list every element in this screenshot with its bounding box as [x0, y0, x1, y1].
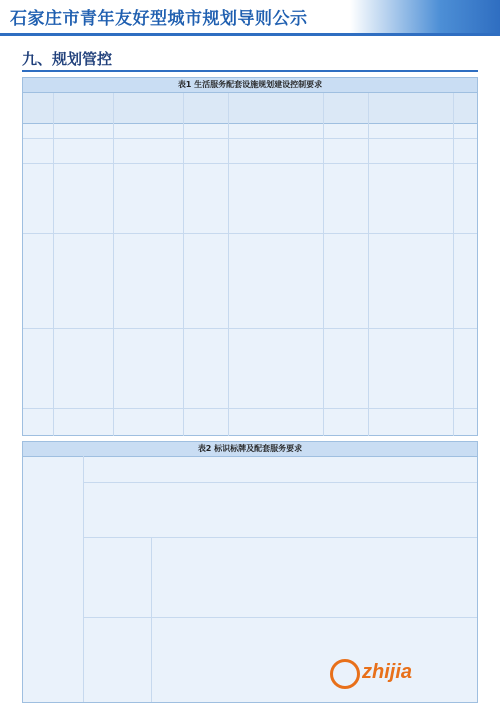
- table-1-divider: [323, 93, 324, 436]
- table-1-caption: 表1 生活服务配套设施规划建设控制要求: [23, 78, 477, 93]
- header-decoration: [350, 0, 500, 33]
- table-1-body: [23, 124, 477, 436]
- section-rule: [22, 70, 478, 72]
- table-1: [22, 77, 478, 436]
- watermark-circle-icon: [330, 659, 360, 689]
- table-2-row-line: [83, 482, 477, 483]
- table-1-divider: [183, 93, 184, 436]
- table-2-row-line: [83, 537, 477, 538]
- table-1-divider: [453, 93, 454, 436]
- table-2-divider: [83, 456, 84, 703]
- table-1-divider: [53, 93, 54, 436]
- table-1-row-line: [23, 233, 477, 234]
- table-1-row-line: [23, 138, 477, 139]
- table-1-row-line: [23, 328, 477, 329]
- header-rule: [0, 33, 500, 36]
- table-1-row-line: [23, 408, 477, 409]
- table-1-divider: [113, 93, 114, 436]
- section-title: 九、规划管控: [22, 50, 113, 68]
- table-1-divider: [228, 93, 229, 436]
- table-2-row-line: [83, 617, 477, 618]
- document-title: 石家庄市青年友好型城市规划导则公示: [10, 9, 308, 29]
- table-1-row-line: [23, 163, 477, 164]
- top-header: [0, 0, 500, 33]
- table-2-caption: 表2 标识标牌及配套服务要求: [23, 442, 477, 457]
- table-2-divider: [151, 537, 152, 703]
- table-1-divider: [368, 93, 369, 436]
- watermark-text: zhijia: [362, 661, 413, 683]
- watermark-logo: [330, 655, 490, 699]
- table-1-header: [23, 93, 477, 124]
